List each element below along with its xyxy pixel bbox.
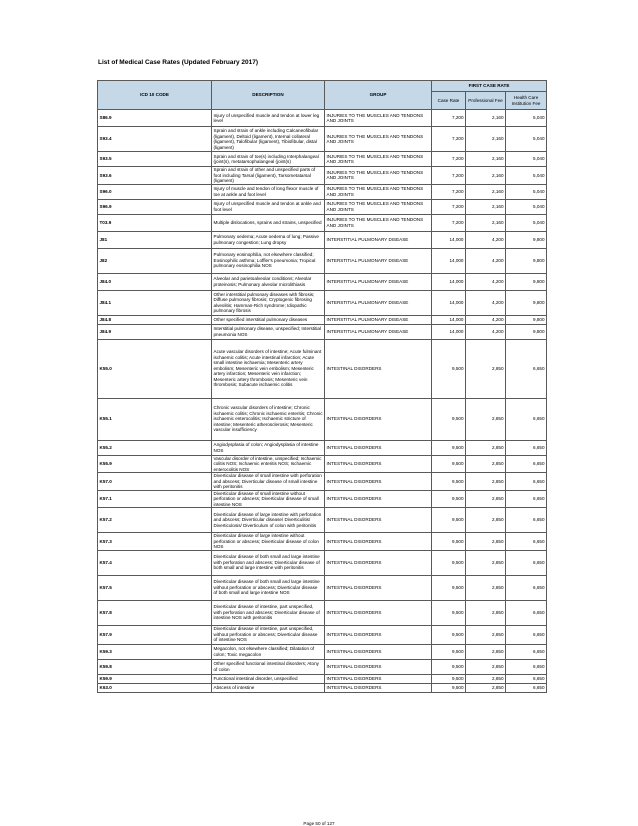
cell-group: INJURIES TO THE MUSCLES AND TENDONS AND JOINTS: [325, 152, 432, 167]
cell-professional-fee: 2,850: [466, 339, 506, 398]
cell-icd-code: K59.9: [98, 674, 212, 683]
cell-case-rate: 14,000: [432, 324, 466, 339]
cell-case-rate: 7,200: [432, 184, 466, 199]
cell-professional-fee: 2,160: [466, 127, 506, 152]
cell-icd-code: T03.9: [98, 214, 212, 231]
cell-group: INJURIES TO THE MUSCLES AND TENDONS AND JOINTS: [325, 167, 432, 185]
cell-professional-fee: 2,160: [466, 214, 506, 231]
cell-group: INTESTINAL DISORDERS: [325, 600, 432, 625]
cell-description: Diverticular disease of small intestine with perforation and abscess; Diverticular disease of small intestine with peritonitis: [212, 473, 325, 491]
cell-description: Diverticular disease of both small and large intestine without perforation or abscess; Diverticular disease of both small and large intestine NOS: [212, 575, 325, 600]
cell-health-care-fee: 6,650: [506, 440, 547, 455]
table-row: [98, 508, 547, 533]
cell-case-rate: 9,500: [432, 490, 466, 508]
cell-case-rate: 7,200: [432, 110, 466, 127]
cell-description: Pulmonary eosinophilia, not elsewhere classified; Eosinophilic asthma; Loffler's pneumonia; Tropical pulmonary eosinophilia NOS: [212, 248, 325, 273]
cell-health-care-fee: 9,800: [506, 324, 547, 339]
table-row: [98, 339, 547, 398]
cell-icd-code: K55.0: [98, 339, 212, 398]
cell-case-rate: 9,500: [432, 398, 466, 440]
cell-health-care-fee: 6,650: [506, 644, 547, 659]
cell-description: Diverticular disease of both small and large intestine with perforation and abscess; Diverticular disease of both small and large intestine with peritonitis: [212, 550, 325, 575]
cell-professional-fee: 2,850: [466, 683, 506, 692]
cell-icd-code: J82: [98, 248, 212, 273]
cell-group: INTESTINAL DISORDERS: [325, 455, 432, 473]
page-number: Page 50 of 127: [303, 821, 335, 826]
cell-description: Megacolon, not elsewhere classified; Dilatation of colon; Toxic megacolon: [212, 644, 325, 659]
cell-group: INJURIES TO THE MUSCLES AND TENDONS AND JOINTS: [325, 127, 432, 152]
cell-case-rate: 9,500: [432, 674, 466, 683]
cell-professional-fee: 2,850: [466, 440, 506, 455]
cell-case-rate: 7,200: [432, 199, 466, 214]
cell-case-rate: 7,200: [432, 167, 466, 185]
cell-health-care-fee: 6,650: [506, 490, 547, 508]
cell-professional-fee: 4,200: [466, 290, 506, 315]
cell-group: INTESTINAL DISORDERS: [325, 490, 432, 508]
cell-professional-fee: 2,160: [466, 152, 506, 167]
cell-description: Injury of unspecified muscle and tendon at ankle and foot level: [212, 199, 325, 214]
cell-health-care-fee: 5,040: [506, 127, 547, 152]
cell-icd-code: S93.4: [98, 127, 212, 152]
cell-icd-code: J84.8: [98, 315, 212, 324]
cell-case-rate: 14,000: [432, 315, 466, 324]
cell-group: INTESTINAL DISORDERS: [325, 674, 432, 683]
table-row: [98, 625, 547, 644]
table-row: [98, 473, 547, 491]
cell-group: INTESTINAL DISORDERS: [325, 659, 432, 674]
table-row: [98, 398, 547, 440]
cell-icd-code: K57.8: [98, 600, 212, 625]
cell-professional-fee: 4,200: [466, 231, 506, 248]
cell-group: INTERSTITIAL PULMONARY DISEASE: [325, 315, 432, 324]
cell-icd-code: K57.1: [98, 490, 212, 508]
cell-description: Angiodysplasia of colon; Angiodysplasia of intestine NOS: [212, 440, 325, 455]
cell-icd-code: J84.1: [98, 290, 212, 315]
cell-icd-code: K57.3: [98, 533, 212, 551]
table-row: [98, 659, 547, 674]
cell-health-care-fee: 6,650: [506, 508, 547, 533]
cell-health-care-fee: 6,650: [506, 339, 547, 398]
cell-icd-code: S93.5: [98, 152, 212, 167]
cell-professional-fee: 4,200: [466, 273, 506, 290]
cell-group: INTERSTITIAL PULMONARY DISEASE: [325, 231, 432, 248]
cell-icd-code: S96.0: [98, 184, 212, 199]
cell-professional-fee: 2,850: [466, 455, 506, 473]
cell-professional-fee: 2,850: [466, 533, 506, 551]
cell-professional-fee: 2,850: [466, 674, 506, 683]
cell-icd-code: K59.8: [98, 659, 212, 674]
cell-case-rate: 9,500: [432, 339, 466, 398]
table-row: [98, 644, 547, 659]
cell-group: INTESTINAL DISORDERS: [325, 339, 432, 398]
cell-description: Sprain and strain of toe(s) including Interphalangeal (joint(s), metatarsophalangeal (joint(s): [212, 152, 325, 167]
cell-icd-code: S93.6: [98, 167, 212, 185]
cell-professional-fee: 2,850: [466, 644, 506, 659]
cell-professional-fee: 2,850: [466, 600, 506, 625]
document-title: List of Medical Case Rates (Updated February 2017): [98, 59, 259, 66]
table-row: [98, 184, 547, 199]
table-row: [98, 324, 547, 339]
cell-professional-fee: 2,160: [466, 110, 506, 127]
case-rates-table: [97, 80, 547, 693]
table-row: [98, 490, 547, 508]
table-row: [98, 550, 547, 575]
cell-description: Other specified functional intestinal disorders; Atony of colon: [212, 659, 325, 674]
cell-icd-code: K57.0: [98, 473, 212, 491]
cell-case-rate: 7,200: [432, 127, 466, 152]
cell-health-care-fee: 5,040: [506, 167, 547, 185]
cell-icd-code: K57.5: [98, 575, 212, 600]
cell-health-care-fee: 5,040: [506, 184, 547, 199]
cell-health-care-fee: 5,040: [506, 199, 547, 214]
table-body: [98, 110, 547, 693]
cell-case-rate: 7,200: [432, 152, 466, 167]
cell-health-care-fee: 9,800: [506, 248, 547, 273]
cell-group: INJURIES TO THE MUSCLES AND TENDONS AND JOINTS: [325, 110, 432, 127]
table-row: [98, 248, 547, 273]
cell-group: INJURIES TO THE MUSCLES AND TENDONS AND JOINTS: [325, 214, 432, 231]
header-description: DESCRIPTION: [212, 81, 325, 110]
cell-case-rate: 14,000: [432, 248, 466, 273]
header-health-care-institution-fee: Health Care Institution Fee: [506, 92, 547, 110]
cell-group: INTESTINAL DISORDERS: [325, 625, 432, 644]
cell-group: INTERSTITIAL PULMONARY DISEASE: [325, 273, 432, 290]
cell-group: INTERSTITIAL PULMONARY DISEASE: [325, 324, 432, 339]
cell-icd-code: S96.9: [98, 199, 212, 214]
cell-icd-code: J81: [98, 231, 212, 248]
table-row: [98, 199, 547, 214]
cell-description: Functional intestinal disorder, unspecified: [212, 674, 325, 683]
cell-health-care-fee: 9,800: [506, 273, 547, 290]
cell-group: INTERSTITIAL PULMONARY DISEASE: [325, 248, 432, 273]
cell-group: INTESTINAL DISORDERS: [325, 473, 432, 491]
cell-description: Diverticular disease of large intestine with perforation and abscess; Diverticular disease/ Diverticulitis/ Diverticulosis/ Diverticulum of colon with peritonitis: [212, 508, 325, 533]
cell-case-rate: 9,500: [432, 625, 466, 644]
cell-description: Other interstitial pulmonary diseases with fibrosis; Diffuse pulmonary fibrosis; Cryptogenic fibrosing alveolitis; Hamman-Rich syndrome; Idiopathic pulmonary fibrosis: [212, 290, 325, 315]
header-professional-fee: Professional Fee: [466, 92, 506, 110]
cell-group: INJURIES TO THE MUSCLES AND TENDONS AND JOINTS: [325, 199, 432, 214]
cell-professional-fee: 2,850: [466, 398, 506, 440]
header-case-rate: Case Rate: [432, 92, 466, 110]
table-row: [98, 440, 547, 455]
cell-group: INTESTINAL DISORDERS: [325, 508, 432, 533]
cell-group: INTESTINAL DISORDERS: [325, 440, 432, 455]
cell-health-care-fee: 5,040: [506, 152, 547, 167]
cell-description: Other specified interstitial pulmonary diseases: [212, 315, 325, 324]
cell-description: Diverticular disease of intestine, part unspecified, with perforation and abscess; Diverticular disease of intestine NOS with peritonitis: [212, 600, 325, 625]
cell-description: Sprain and strain of other and unspecified parts of foot including Tarsal (ligament), Tarsometatarsal (ligament): [212, 167, 325, 185]
cell-case-rate: 9,500: [432, 550, 466, 575]
cell-health-care-fee: 6,650: [506, 473, 547, 491]
cell-icd-code: K59.3: [98, 644, 212, 659]
cell-professional-fee: 2,160: [466, 167, 506, 185]
cell-icd-code: J84.9: [98, 324, 212, 339]
table-row: [98, 683, 547, 692]
cell-description: Diverticular disease of intestine, part unspecified, without perforation or abscess; Diverticular disease of intestine NOS: [212, 625, 325, 644]
cell-icd-code: K55.2: [98, 440, 212, 455]
cell-professional-fee: 4,200: [466, 248, 506, 273]
cell-health-care-fee: 6,650: [506, 600, 547, 625]
cell-group: INTESTINAL DISORDERS: [325, 533, 432, 551]
header-first-case-rate: FIRST CASE RATE: [432, 81, 547, 92]
table-row: [98, 214, 547, 231]
cell-group: INTESTINAL DISORDERS: [325, 575, 432, 600]
header-group: GROUP: [325, 81, 432, 110]
cell-case-rate: 9,500: [432, 440, 466, 455]
cell-description: Sprain and strain of ankle including Calcaneofibular (ligament), Deltoid (ligament), Internal collateral (ligament), Talofibular (ligament), Tibiofibular, distal (ligament): [212, 127, 325, 152]
cell-description: Chronic vascular disorders of intestine; Chronic ischaemic colitis; Chronic ischaemic enteritis; Chronic ischaemic enterocolitis; Ischaemic stricture of intestine; Mesenteric atherosclerosis; Mesenteric vascular insufficiency: [212, 398, 325, 440]
cell-case-rate: 14,000: [432, 290, 466, 315]
cell-professional-fee: 2,850: [466, 490, 506, 508]
cell-description: Injury of muscle and tendon of long flexor muscle of toe at ankle and foot level: [212, 184, 325, 199]
header-icd10-code: ICD 10 CODE: [98, 81, 212, 110]
table-row: [98, 455, 547, 473]
cell-description: Diverticular disease of small intestine without perforation or abscess; Diverticular disease of small intestine NOS: [212, 490, 325, 508]
cell-case-rate: 9,500: [432, 455, 466, 473]
cell-description: Abscess of intestine: [212, 683, 325, 692]
cell-group: INTESTINAL DISORDERS: [325, 398, 432, 440]
cell-case-rate: 9,500: [432, 473, 466, 491]
cell-icd-code: J84.0: [98, 273, 212, 290]
cell-health-care-fee: 5,040: [506, 214, 547, 231]
cell-group: INTESTINAL DISORDERS: [325, 683, 432, 692]
cell-health-care-fee: 9,800: [506, 231, 547, 248]
cell-case-rate: 9,500: [432, 683, 466, 692]
cell-professional-fee: 2,850: [466, 508, 506, 533]
cell-description: Acute vascular disorders of intestine; Acute fulminant ischaemic colitis; Acute intestinal infarction; Acute small intestine ischaemia; Mesenteric artery embolism; Mesenteric vein embolism; Mesenteric artery infarction; Mesenteric vein infarction; Mesenteric artery thrombosis; Mesenteric vein thrombosis; Subacute ischaemic colitis: [212, 339, 325, 398]
cell-description: Multiple dislocations, sprains and strains, unspecified: [212, 214, 325, 231]
cell-health-care-fee: 6,650: [506, 455, 547, 473]
cell-description: Interstitial pulmonary disease, unspecified; Interstitial pneumonia NOS: [212, 324, 325, 339]
cell-group: INTESTINAL DISORDERS: [325, 644, 432, 659]
cell-professional-fee: 2,850: [466, 550, 506, 575]
table-row: [98, 110, 547, 127]
cell-health-care-fee: 5,040: [506, 110, 547, 127]
cell-professional-fee: 2,850: [466, 625, 506, 644]
table-row: [98, 127, 547, 152]
cell-health-care-fee: 6,650: [506, 625, 547, 644]
cell-professional-fee: 2,850: [466, 473, 506, 491]
cell-health-care-fee: 6,650: [506, 683, 547, 692]
cell-description: Diverticular disease of large intestine without perforation or abscess; Diverticular disease of colon NOS: [212, 533, 325, 551]
cell-icd-code: K57.9: [98, 625, 212, 644]
table-row: [98, 533, 547, 551]
table-row: [98, 600, 547, 625]
table-row: [98, 674, 547, 683]
cell-description: Vascular disorder of intestine, unspecified; Ischaemic colitis NOS; Ischaemic enteritis NOS; Ischaemic enterocolitis NOS: [212, 455, 325, 473]
cell-icd-code: K55.9: [98, 455, 212, 473]
cell-group: INTESTINAL DISORDERS: [325, 550, 432, 575]
cell-professional-fee: 2,850: [466, 575, 506, 600]
cell-health-care-fee: 6,650: [506, 550, 547, 575]
table-row: [98, 315, 547, 324]
cell-health-care-fee: 6,650: [506, 533, 547, 551]
cell-case-rate: 9,500: [432, 533, 466, 551]
cell-icd-code: S86.9: [98, 110, 212, 127]
cell-icd-code: K63.0: [98, 683, 212, 692]
cell-health-care-fee: 6,650: [506, 674, 547, 683]
cell-health-care-fee: 6,650: [506, 659, 547, 674]
cell-case-rate: 9,500: [432, 644, 466, 659]
cell-health-care-fee: 6,650: [506, 398, 547, 440]
cell-professional-fee: 4,200: [466, 324, 506, 339]
cell-health-care-fee: 6,650: [506, 575, 547, 600]
table-row: [98, 231, 547, 248]
cell-health-care-fee: 9,800: [506, 315, 547, 324]
table-row: [98, 273, 547, 290]
cell-case-rate: 14,000: [432, 273, 466, 290]
cell-group: INTERSTITIAL PULMONARY DISEASE: [325, 290, 432, 315]
cell-case-rate: 7,200: [432, 214, 466, 231]
cell-professional-fee: 2,850: [466, 659, 506, 674]
cell-case-rate: 9,500: [432, 659, 466, 674]
cell-description: Alveolar and parietoalveolar conditions; Alveolar proteinosis; Pulmonary alveolar microlithiasis: [212, 273, 325, 290]
table-row: [98, 167, 547, 185]
table-row: [98, 575, 547, 600]
cell-professional-fee: 4,200: [466, 315, 506, 324]
table-row: [98, 152, 547, 167]
cell-professional-fee: 2,160: [466, 184, 506, 199]
cell-professional-fee: 2,160: [466, 199, 506, 214]
table-row: [98, 290, 547, 315]
cell-description: Pulmonary oedema; Acute oedema of lung; Passive pulmonary congestion; Lung dropsy: [212, 231, 325, 248]
cell-case-rate: 9,500: [432, 575, 466, 600]
cell-health-care-fee: 9,800: [506, 290, 547, 315]
cell-icd-code: K57.2: [98, 508, 212, 533]
cell-case-rate: 9,500: [432, 600, 466, 625]
cell-case-rate: 9,500: [432, 508, 466, 533]
cell-icd-code: K55.1: [98, 398, 212, 440]
cell-case-rate: 14,000: [432, 231, 466, 248]
cell-description: Injury of unspecified muscle and tendon at lower leg level: [212, 110, 325, 127]
cell-group: INJURIES TO THE MUSCLES AND TENDONS AND JOINTS: [325, 184, 432, 199]
cell-icd-code: K57.4: [98, 550, 212, 575]
